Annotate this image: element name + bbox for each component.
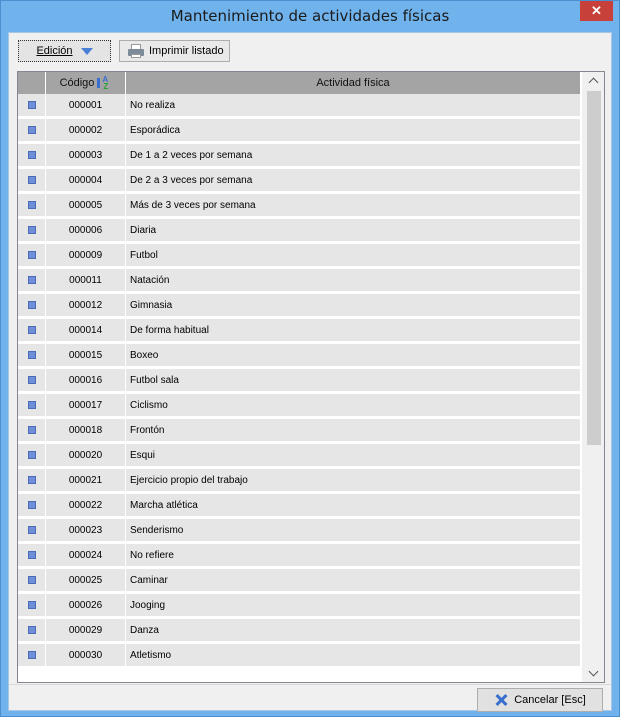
row-marker-icon — [28, 301, 36, 309]
cell-code[interactable]: 000006 — [46, 219, 126, 241]
table-row[interactable] — [18, 419, 580, 444]
sort-az-icon[interactable]: A Z — [97, 76, 111, 90]
title-bar[interactable] — [1, 1, 619, 32]
row-indicator[interactable] — [18, 94, 46, 116]
row-indicator[interactable] — [18, 619, 46, 641]
row-marker-icon — [28, 176, 36, 184]
cell-activity[interactable]: Ejercicio propio del trabajo — [126, 469, 580, 491]
row-marker-icon — [28, 451, 36, 459]
row-indicator[interactable] — [18, 419, 46, 441]
row-marker-icon — [28, 326, 36, 334]
cell-activity[interactable]: Más de 3 veces por semana — [126, 194, 580, 216]
row-marker-icon — [28, 201, 36, 209]
row-marker-icon — [28, 626, 36, 634]
row-marker-icon — [28, 426, 36, 434]
row-marker-icon — [28, 601, 36, 609]
scroll-thumb[interactable] — [587, 91, 601, 445]
table-row[interactable] — [18, 169, 580, 194]
cell-activity[interactable]: No realiza — [126, 94, 580, 116]
column-header-code-label: Código — [59, 77, 95, 89]
row-marker-icon — [28, 376, 36, 384]
row-marker-icon — [28, 251, 36, 259]
table-row[interactable] — [18, 569, 580, 594]
row-indicator-header — [18, 72, 46, 94]
row-indicator[interactable] — [18, 544, 46, 566]
cell-activity[interactable]: Gimnasia — [126, 294, 580, 316]
cell-code[interactable]: 000020 — [46, 444, 126, 466]
table-row[interactable] — [18, 194, 580, 219]
table-row[interactable] — [18, 394, 580, 419]
row-indicator[interactable] — [18, 569, 46, 591]
cell-activity[interactable]: Esqui — [126, 444, 580, 466]
table-row[interactable] — [18, 119, 580, 144]
scroll-up-button[interactable] — [583, 72, 604, 89]
cell-activity[interactable]: Ciclismo — [126, 394, 580, 416]
cell-code[interactable]: 000002 — [46, 119, 126, 141]
table-row[interactable] — [18, 369, 580, 394]
cell-code[interactable]: 000030 — [46, 644, 126, 666]
cell-activity[interactable]: De 1 a 2 veces por semana — [126, 144, 580, 166]
cell-code[interactable]: 000024 — [46, 544, 126, 566]
table-row[interactable] — [18, 519, 580, 544]
print-label: Imprimir listado — [149, 45, 224, 57]
cell-code[interactable]: 000009 — [46, 244, 126, 266]
cell-activity[interactable]: Diaria — [126, 219, 580, 241]
toolbar — [9, 33, 611, 68]
printer-icon — [128, 44, 144, 58]
cell-activity[interactable]: Esporádica — [126, 119, 580, 141]
row-indicator[interactable] — [18, 494, 46, 516]
row-marker-icon — [28, 551, 36, 559]
cell-code[interactable]: 000014 — [46, 319, 126, 341]
cell-activity[interactable]: Caminar — [126, 569, 580, 591]
row-indicator[interactable] — [18, 219, 46, 241]
cell-code[interactable]: 000001 — [46, 94, 126, 116]
row-marker-icon — [28, 526, 36, 534]
cancel-button[interactable] — [477, 688, 603, 712]
cancel-x-icon — [494, 693, 508, 707]
row-indicator[interactable] — [18, 369, 46, 391]
cell-code[interactable]: 000015 — [46, 344, 126, 366]
cell-activity[interactable]: Futbol sala — [126, 369, 580, 391]
row-marker-icon — [28, 126, 36, 134]
table-row[interactable] — [18, 294, 580, 319]
row-marker-icon — [28, 276, 36, 284]
cell-activity[interactable]: De 2 a 3 veces por semana — [126, 169, 580, 191]
cell-activity[interactable]: Boxeo — [126, 344, 580, 366]
table-row[interactable] — [18, 619, 580, 644]
row-indicator[interactable] — [18, 469, 46, 491]
chevron-down-icon — [589, 667, 599, 677]
cell-code[interactable]: 000016 — [46, 369, 126, 391]
cell-code[interactable]: 000018 — [46, 419, 126, 441]
cell-code[interactable]: 000005 — [46, 194, 126, 216]
cell-code[interactable]: 000017 — [46, 394, 126, 416]
cell-activity[interactable]: Natación — [126, 269, 580, 291]
cell-code[interactable]: 000021 — [46, 469, 126, 491]
scroll-down-button[interactable] — [583, 665, 604, 682]
cell-activity[interactable]: Jooging — [126, 594, 580, 616]
cell-activity[interactable]: Frontón — [126, 419, 580, 441]
row-marker-icon — [28, 226, 36, 234]
print-list-button[interactable] — [119, 40, 230, 62]
row-indicator[interactable] — [18, 194, 46, 216]
table-row[interactable] — [18, 494, 580, 519]
dialog-body — [8, 32, 612, 711]
table-row[interactable] — [18, 94, 580, 119]
row-indicator[interactable] — [18, 119, 46, 141]
row-marker-icon — [28, 151, 36, 159]
cell-activity[interactable]: Futbol — [126, 244, 580, 266]
table-row[interactable] — [18, 219, 580, 244]
table-row[interactable] — [18, 444, 580, 469]
table-row[interactable] — [18, 244, 580, 269]
table-row[interactable] — [18, 269, 580, 294]
table-row[interactable] — [18, 644, 580, 669]
table-row[interactable] — [18, 344, 580, 369]
edicion-menu-button[interactable] — [18, 40, 111, 62]
window-title: Mantenimiento de actividades físicas — [170, 7, 450, 25]
grid-header — [18, 72, 580, 94]
cell-code[interactable]: 000023 — [46, 519, 126, 541]
row-indicator[interactable] — [18, 244, 46, 266]
cell-activity[interactable]: No refiere — [126, 544, 580, 566]
column-header-activity[interactable] — [126, 72, 580, 94]
column-header-code[interactable] — [46, 72, 126, 94]
close-icon: ✕ — [591, 3, 602, 18]
row-indicator[interactable] — [18, 269, 46, 291]
vertical-scrollbar[interactable] — [582, 72, 604, 682]
row-marker-icon — [28, 501, 36, 509]
row-indicator[interactable] — [18, 444, 46, 466]
cell-activity[interactable]: Danza — [126, 619, 580, 641]
row-indicator[interactable] — [18, 344, 46, 366]
close-button[interactable] — [580, 1, 613, 21]
table-row[interactable] — [18, 144, 580, 169]
row-marker-icon — [28, 101, 36, 109]
row-indicator[interactable] — [18, 319, 46, 341]
cell-activity[interactable]: Marcha atlética — [126, 494, 580, 516]
cell-code[interactable]: 000004 — [46, 169, 126, 191]
cell-activity[interactable]: Atletismo — [126, 644, 580, 666]
row-indicator[interactable] — [18, 644, 46, 666]
row-marker-icon — [28, 651, 36, 659]
cell-code[interactable]: 000011 — [46, 269, 126, 291]
row-indicator[interactable] — [18, 144, 46, 166]
row-marker-icon — [28, 351, 36, 359]
row-indicator[interactable] — [18, 594, 46, 616]
table-row[interactable] — [18, 544, 580, 569]
row-marker-icon — [28, 401, 36, 409]
row-indicator[interactable] — [18, 519, 46, 541]
cell-code[interactable]: 000003 — [46, 144, 126, 166]
row-indicator[interactable] — [18, 394, 46, 416]
chevron-up-icon — [589, 78, 599, 88]
cancel-label: Cancelar [Esc] — [514, 694, 586, 706]
cell-activity[interactable]: Senderismo — [126, 519, 580, 541]
cell-code[interactable]: 000012 — [46, 294, 126, 316]
footer-divider — [9, 684, 611, 685]
grid-rows — [18, 94, 580, 669]
table-row[interactable] — [18, 319, 580, 344]
table-row[interactable] — [18, 469, 580, 494]
cell-code[interactable]: 000022 — [46, 494, 126, 516]
row-marker-icon — [28, 476, 36, 484]
cell-code[interactable]: 000029 — [46, 619, 126, 641]
table-row[interactable] — [18, 594, 580, 619]
column-header-activity-label: Actividad física — [316, 77, 390, 89]
cell-code[interactable]: 000025 — [46, 569, 126, 591]
row-marker-icon — [28, 576, 36, 584]
activities-grid[interactable] — [17, 71, 605, 683]
dropdown-arrow-icon — [81, 48, 93, 55]
cell-code[interactable]: 000026 — [46, 594, 126, 616]
row-indicator[interactable] — [18, 294, 46, 316]
row-indicator[interactable] — [18, 169, 46, 191]
edicion-label: Edición — [36, 45, 73, 57]
cell-activity[interactable]: De forma habitual — [126, 319, 580, 341]
